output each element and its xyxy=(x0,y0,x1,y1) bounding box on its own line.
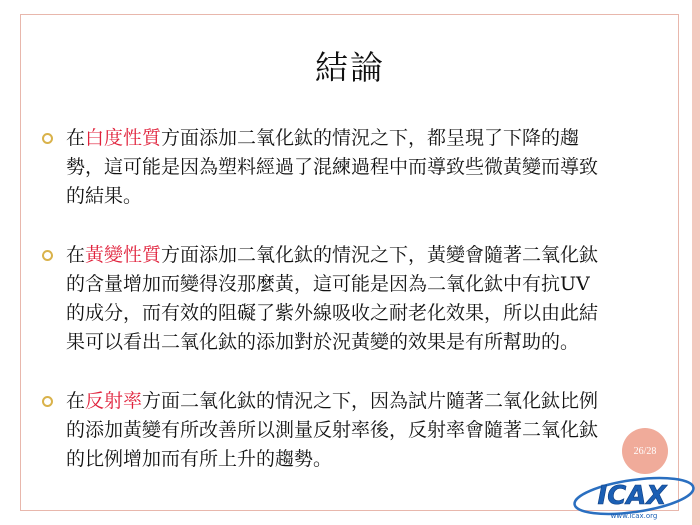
bullet-item-whiteness xyxy=(42,124,602,211)
page-number: 26/28 xyxy=(633,445,657,457)
bullet-prefix: 在 xyxy=(66,127,86,149)
bullet-highlight: 反射率 xyxy=(85,390,143,412)
svg-text:www.icax.org: www.icax.org xyxy=(610,512,658,520)
bullet-highlight: 黃變性質 xyxy=(85,244,162,266)
svg-text:ICAX: ICAX xyxy=(597,481,667,511)
bullet-ring-icon xyxy=(42,133,53,144)
bullet-prefix: 在 xyxy=(66,390,86,412)
bullet-ring-icon xyxy=(42,250,53,261)
icax-logo xyxy=(568,468,698,522)
bullet-prefix: 在 xyxy=(66,244,86,266)
bullet-item-yellowing xyxy=(42,241,602,357)
bullet-item-reflectance xyxy=(42,387,602,474)
bullet-ring-icon xyxy=(42,396,53,407)
bullet-text: 方面添加二氧化鈦的情況之下，黃變會隨著二氧化鈦的含量增加而變得沒那麼黃，這可能是因為二氧化鈦中有抗UV的成分，而有效的阻礙了紫外線吸收之耐老化效果，所以由此結果可以看出二氧化鈦的添加對於況黃變的效果是有所幫助的。 xyxy=(66,244,599,353)
bullet-list xyxy=(42,124,602,504)
bullet-highlight: 白度性質 xyxy=(85,127,162,149)
bullet-text: 方面添加二氧化鈦的情況之下，都呈現了下降的趨勢，這可能是因為塑料經過了混練過程中而導致些微黃變而導致的結果。 xyxy=(66,127,599,207)
slide-title: 結論 xyxy=(315,48,385,87)
bullet-text: 方面二氧化鈦的情況之下，因為試片隨著二氧化鈦比例的添加黃變有所改善所以測量反射率後，反射率會隨著二氧化鈦的比例增加而有所上升的趨勢。 xyxy=(66,390,599,470)
